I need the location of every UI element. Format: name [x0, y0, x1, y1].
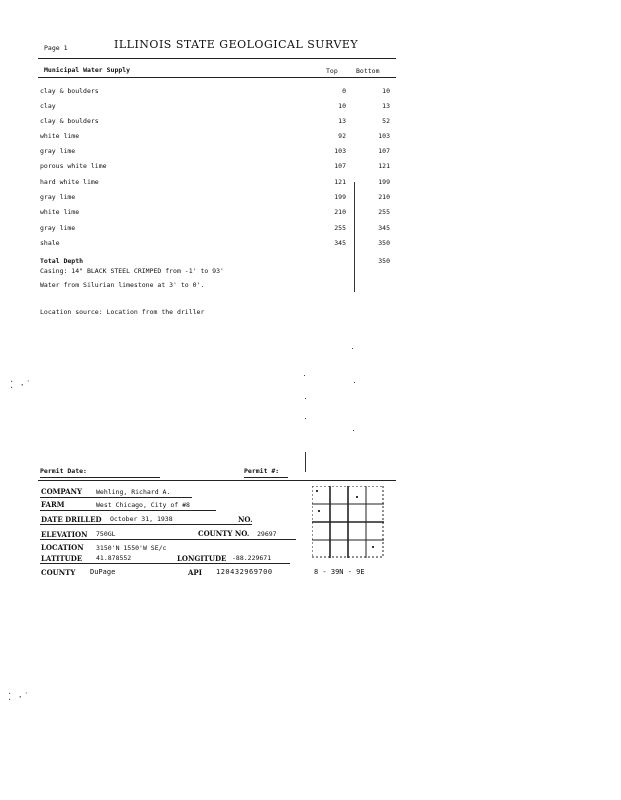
elevation-label: ELEVATION [41, 530, 88, 539]
strata-top: 0 [342, 87, 346, 95]
api-label: API [188, 568, 202, 577]
strata-bottom: 210 [378, 193, 390, 201]
strata-bottom: 13 [382, 102, 390, 110]
company-label: COMPANY [41, 487, 82, 496]
strata-top: 107 [334, 162, 346, 170]
company-underline [40, 497, 192, 498]
date-drilled-value: October 31, 1938 [110, 515, 173, 523]
location-value: 3150'N 1550'W SE/c [96, 544, 167, 552]
date-drilled-label: DATE DRILLED [41, 515, 102, 524]
strata-top: 199 [334, 193, 346, 201]
strata-top: 121 [334, 178, 346, 186]
county-no-label: COUNTY NO. [198, 529, 250, 538]
total-depth-label: Total Depth [40, 257, 84, 265]
scan-mark [305, 452, 306, 472]
strata-desc: gray lime [40, 224, 76, 232]
page-number: Page 1 [44, 44, 68, 52]
scan-speck [305, 398, 306, 399]
strata-bottom: 103 [378, 132, 390, 140]
grid-mark [318, 510, 320, 512]
section-heading: Municipal Water Supply [44, 66, 131, 74]
permit-number-line [244, 477, 288, 478]
scan-speck [305, 418, 306, 419]
strata-top: 10 [338, 102, 346, 110]
farm-underline [40, 510, 216, 511]
farm-label: FARM [41, 500, 65, 509]
top-column-header: Top [326, 67, 338, 75]
strata-desc: gray lime [40, 193, 76, 201]
casing-note: Casing: 14" BLACK STEEL CRIMPED from -1' to 93' [40, 267, 224, 275]
scan-speck: ⁚ ·˙ [10, 380, 32, 391]
strata-top: 345 [334, 239, 346, 247]
strata-desc: porous white lime [40, 162, 107, 170]
county-no-value: 29697 [257, 530, 277, 538]
permit-number-label: Permit #: [244, 467, 280, 475]
column-divider [354, 182, 355, 292]
well-block-top-rule [38, 480, 396, 481]
scan-speck [353, 430, 354, 431]
page-title: ILLINOIS STATE GEOLOGICAL SURVEY [114, 38, 359, 51]
farm-value: West Chicago, City of #8 [96, 501, 190, 509]
section-township-range: 8 - 39N - 9E [314, 568, 365, 576]
company-value: Wehling, Richard A. [96, 488, 171, 496]
no-label: NO. [238, 515, 253, 524]
strata-bottom: 255 [378, 208, 390, 216]
strata-desc: white lime [40, 132, 80, 140]
strata-bottom: 52 [382, 117, 390, 125]
strata-bottom: 350 [378, 239, 390, 247]
strata-desc: gray lime [40, 147, 76, 155]
strata-bottom: 107 [378, 147, 390, 155]
column-header-rule [38, 77, 396, 78]
strata-desc: clay [40, 102, 56, 110]
elevation-value: 750GL [96, 530, 116, 538]
grid-mark [356, 496, 358, 498]
strata-top: 210 [334, 208, 346, 216]
scan-speck [354, 382, 355, 383]
strata-desc: clay & boulders [40, 87, 99, 95]
bottom-column-header: Bottom [356, 67, 380, 75]
strata-top: 255 [334, 224, 346, 232]
permit-date-line [40, 477, 160, 478]
location-label: LOCATION [41, 543, 84, 552]
strata-top: 92 [338, 132, 346, 140]
header-rule [38, 58, 396, 59]
total-depth-value: 350 [378, 257, 390, 265]
longitude-value: -88.229671 [232, 554, 272, 562]
lat-long-underline [40, 563, 290, 564]
date-underline [40, 524, 252, 525]
county-label: COUNTY [41, 568, 76, 577]
scan-speck [304, 375, 305, 376]
county-value: DuPage [90, 568, 116, 576]
strata-top: 103 [334, 147, 346, 155]
api-value: 120432969700 [216, 568, 273, 576]
permit-date-label: Permit Date: [40, 467, 87, 475]
grid-mark [316, 490, 318, 492]
strata-top: 13 [338, 117, 346, 125]
strata-desc: shale [40, 239, 60, 247]
longitude-label: LONGITUDE [177, 554, 227, 563]
section-locator-grid [312, 486, 384, 558]
elevation-underline [40, 539, 296, 540]
latitude-label: LATITUDE [41, 554, 83, 563]
strata-desc: clay & boulders [40, 117, 99, 125]
scan-speck [352, 348, 353, 349]
latitude-value: 41.878552 [96, 554, 132, 562]
strata-bottom: 345 [378, 224, 390, 232]
scan-speck: ⁚ ·˙ [8, 692, 30, 703]
water-note: Water from Silurian limestone at 3' to 0'. [40, 281, 205, 289]
strata-desc: hard white lime [40, 178, 99, 186]
location-source-note: Location source: Location from the driller [40, 308, 205, 316]
strata-bottom: 199 [378, 178, 390, 186]
strata-bottom: 121 [378, 162, 390, 170]
grid-mark [372, 546, 374, 548]
strata-bottom: 10 [382, 87, 390, 95]
strata-desc: white lime [40, 208, 80, 216]
